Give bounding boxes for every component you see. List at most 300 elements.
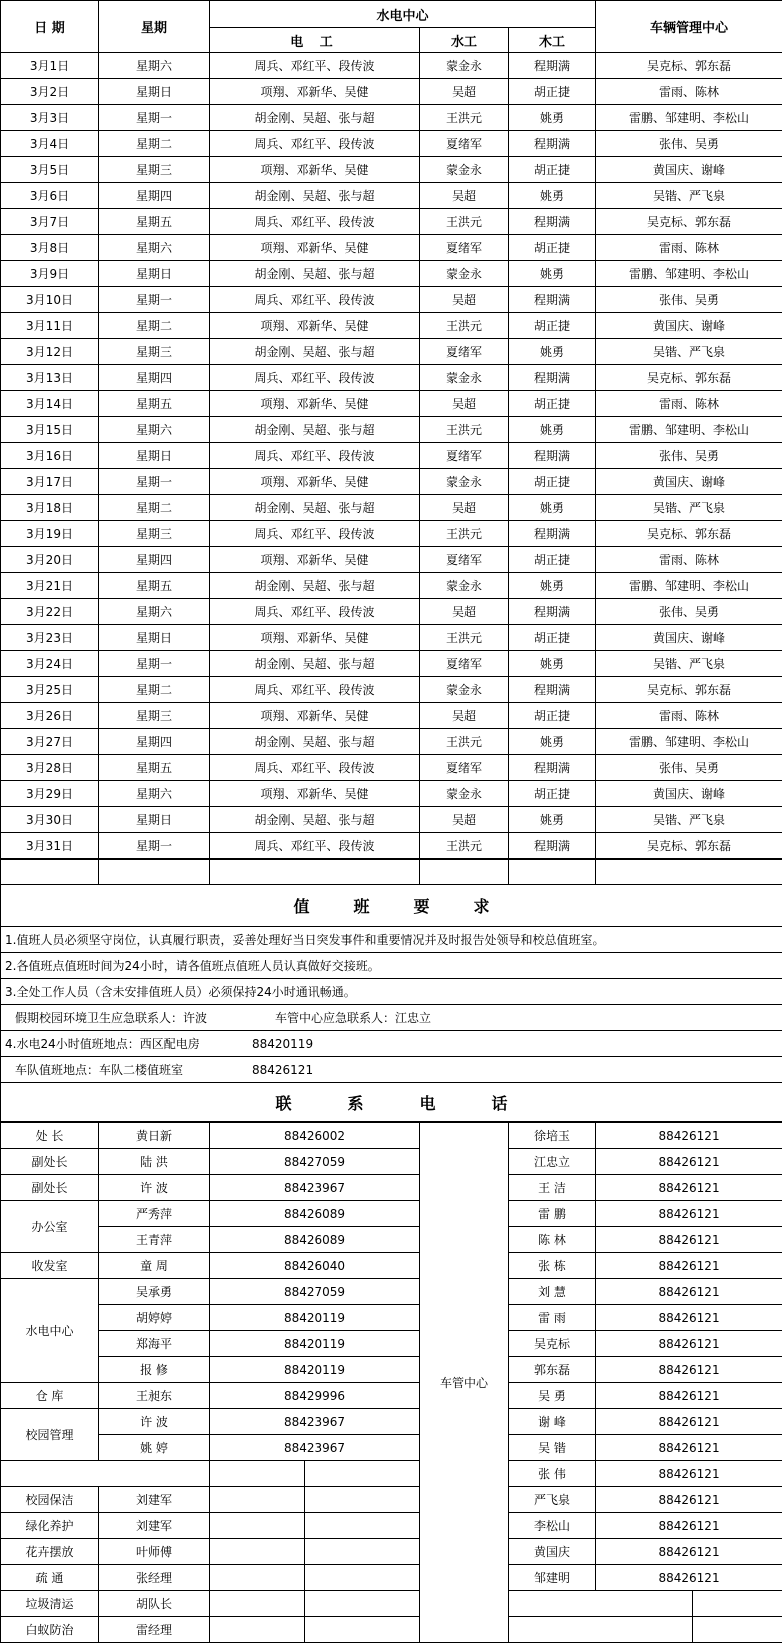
contact-name: 童 周: [99, 1253, 210, 1279]
contact-row: [1, 1409, 782, 1435]
schedule-cell-plumber: 王洪元: [420, 313, 509, 339]
schedule-cell-plumber: 蒙金永: [420, 261, 509, 287]
schedule-cell-plumber: 蒙金永: [420, 677, 509, 703]
contact-row: [1, 1357, 782, 1383]
contact-dept: 副处长: [1, 1175, 99, 1201]
header-date: 日 期: [1, 1, 99, 53]
vehicle-staff-name: 刘 慧: [509, 1279, 596, 1305]
schedule-cell-weekday: 星期四: [99, 547, 210, 573]
contact-name: 报 修: [99, 1357, 210, 1383]
schedule-cell-vehicle-staff: 吴克标、郭东磊: [596, 209, 782, 235]
schedule-cell-plumber: 王洪元: [420, 521, 509, 547]
contact-name: 王昶东: [99, 1383, 210, 1409]
schedule-row: [1, 287, 782, 313]
empty-cell: [210, 1487, 305, 1513]
schedule-cell-plumber: 王洪元: [420, 105, 509, 131]
contact-row: [1, 1461, 782, 1487]
schedule-cell-vehicle-staff: 黄国庆、谢峰: [596, 469, 782, 495]
schedule-cell-plumber: 王洪元: [420, 209, 509, 235]
schedule-cell-carpenter: 程期满: [509, 209, 596, 235]
schedule-cell-weekday: 星期一: [99, 651, 210, 677]
contact-name: 胡婷婷: [99, 1305, 210, 1331]
schedule-row: [1, 755, 782, 781]
vehicle-staff-phone: 88426121: [596, 1123, 782, 1149]
requirements-title: 值 班 要 求: [1, 885, 782, 927]
schedule-row: [1, 261, 782, 287]
schedule-cell-weekday: 星期日: [99, 261, 210, 287]
contact-phone: 88427059: [210, 1149, 420, 1175]
header-plumber: 水工: [420, 28, 509, 53]
schedule-cell-electricians: 项翔、邓新华、吴健: [210, 703, 420, 729]
schedule-cell-vehicle-staff: 吴克标、郭东磊: [596, 53, 782, 79]
schedule-row: [1, 573, 782, 599]
schedule-cell-date: 3月12日: [1, 339, 99, 365]
empty-cell: [210, 1565, 305, 1591]
contact-row: [1, 1383, 782, 1409]
blank-cell: [420, 860, 509, 885]
schedule-cell-weekday: 星期六: [99, 235, 210, 261]
schedule-cell-electricians: 胡金刚、吴超、张与超: [210, 729, 420, 755]
schedule-cell-carpenter: 姚勇: [509, 183, 596, 209]
schedule-row: [1, 469, 782, 495]
empty-cell: [210, 1591, 305, 1617]
contact-phone: 88426089: [210, 1227, 420, 1253]
schedule-cell-plumber: 夏绪军: [420, 339, 509, 365]
emergency-env-contact: 假期校园环境卫生应急联系人：许波: [5, 1009, 275, 1026]
contact-dept: 白蚁防治: [1, 1617, 99, 1643]
schedule-cell-carpenter: 姚勇: [509, 651, 596, 677]
schedule-cell-electricians: 周兵、邓红平、段传波: [210, 755, 420, 781]
vehicle-staff-phone: 88426121: [596, 1149, 782, 1175]
schedule-cell-plumber: 夏绪军: [420, 755, 509, 781]
contact-dept: 水电中心: [1, 1279, 99, 1383]
schedule-cell-date: 3月26日: [1, 703, 99, 729]
vehicle-staff-name: 张 伟: [509, 1461, 596, 1487]
schedule-cell-electricians: 胡金刚、吴超、张与超: [210, 417, 420, 443]
schedule-cell-vehicle-staff: 张伟、吴勇: [596, 443, 782, 469]
contact-dept: 副处长: [1, 1149, 99, 1175]
empty-cell: [305, 1539, 420, 1565]
contact-row: [1, 1331, 782, 1357]
schedule-cell-weekday: 星期二: [99, 313, 210, 339]
contact-row: [1, 1513, 782, 1539]
contact-dept: 校园管理: [1, 1409, 99, 1461]
blank-cell: [509, 860, 596, 885]
header-carpenter: 木工: [509, 28, 596, 53]
contact-phone: 88423967: [210, 1409, 420, 1435]
contact-name: 雷经理: [99, 1617, 210, 1643]
contacts-table: [0, 1122, 782, 1643]
schedule-cell-plumber: 蒙金永: [420, 365, 509, 391]
schedule-cell-electricians: 周兵、邓红平、段传波: [210, 677, 420, 703]
contact-name: 郑海平: [99, 1331, 210, 1357]
blank-cell: [1, 860, 99, 885]
schedule-cell-vehicle-staff: 黄国庆、谢峰: [596, 313, 782, 339]
schedule-cell-carpenter: 程期满: [509, 521, 596, 547]
schedule-cell-date: 3月30日: [1, 807, 99, 833]
contact-row: [1, 1617, 782, 1643]
schedule-cell-date: 3月8日: [1, 235, 99, 261]
contact-row: [1, 1201, 782, 1227]
schedule-cell-plumber: 吴超: [420, 287, 509, 313]
vehicle-staff-name: 江忠立: [509, 1149, 596, 1175]
contact-phone: 88423967: [210, 1175, 420, 1201]
schedule-cell-vehicle-staff: 雷鹏、邹建明、李松山: [596, 105, 782, 131]
schedule-cell-electricians: 周兵、邓红平、段传波: [210, 443, 420, 469]
empty-cell: [693, 1617, 782, 1643]
schedule-cell-date: 3月14日: [1, 391, 99, 417]
vehicle-staff-phone: 88426121: [596, 1175, 782, 1201]
schedule-cell-electricians: 项翔、邓新华、吴健: [210, 79, 420, 105]
vehicle-staff-name: 吴 锴: [509, 1435, 596, 1461]
schedule-cell-plumber: 夏绪军: [420, 651, 509, 677]
contact-phone: 88420119: [210, 1357, 420, 1383]
schedule-cell-weekday: 星期二: [99, 495, 210, 521]
schedule-cell-plumber: 夏绪军: [420, 443, 509, 469]
empty-cell: [305, 1461, 420, 1487]
schedule-cell-weekday: 星期五: [99, 391, 210, 417]
schedule-cell-vehicle-staff: 黄国庆、谢峰: [596, 157, 782, 183]
schedule-cell-electricians: 项翔、邓新华、吴健: [210, 547, 420, 573]
schedule-cell-carpenter: 程期满: [509, 755, 596, 781]
schedule-row: [1, 833, 782, 859]
schedule-cell-date: 3月31日: [1, 833, 99, 859]
requirement-item: 1.值班人员必须坚守岗位，认真履行职责，妥善处理好当日突发事件和重要情况并及时报告处领导和校总值班室。: [1, 927, 782, 953]
schedule-cell-date: 3月3日: [1, 105, 99, 131]
contact-row: [1, 1175, 782, 1201]
schedule-cell-weekday: 星期四: [99, 729, 210, 755]
vehicle-staff-name: 严飞泉: [509, 1487, 596, 1513]
schedule-cell-date: 3月6日: [1, 183, 99, 209]
vehicle-staff-phone: 88426121: [596, 1279, 782, 1305]
schedule-row: [1, 677, 782, 703]
schedule-cell-date: 3月21日: [1, 573, 99, 599]
schedule-cell-date: 3月29日: [1, 781, 99, 807]
schedule-row: [1, 157, 782, 183]
schedule-cell-plumber: 吴超: [420, 183, 509, 209]
schedule-cell-vehicle-staff: 张伟、吴勇: [596, 131, 782, 157]
schedule-cell-carpenter: 程期满: [509, 599, 596, 625]
contact-phone: 88423967: [210, 1435, 420, 1461]
vehicle-staff-name: 谢 峰: [509, 1409, 596, 1435]
schedule-cell-electricians: 周兵、邓红平、段传波: [210, 209, 420, 235]
contact-row: [1, 1305, 782, 1331]
schedule-cell-vehicle-staff: 雷雨、陈林: [596, 547, 782, 573]
schedule-cell-vehicle-staff: 张伟、吴勇: [596, 287, 782, 313]
schedule-cell-electricians: 胡金刚、吴超、张与超: [210, 495, 420, 521]
schedule-cell-carpenter: 程期满: [509, 677, 596, 703]
schedule-cell-weekday: 星期六: [99, 599, 210, 625]
vehicle-staff-phone: 88426121: [596, 1565, 782, 1591]
schedule-cell-carpenter: 姚勇: [509, 729, 596, 755]
schedule-row: [1, 131, 782, 157]
schedule-cell-carpenter: 姚勇: [509, 807, 596, 833]
vehicle-staff-phone: 88426121: [596, 1357, 782, 1383]
vehicle-staff-name: 郭东磊: [509, 1357, 596, 1383]
schedule-cell-weekday: 星期一: [99, 105, 210, 131]
empty-cell: [210, 1461, 305, 1487]
schedule-cell-weekday: 星期一: [99, 287, 210, 313]
contact-name: 刘建军: [99, 1487, 210, 1513]
schedule-cell-vehicle-staff: 吴克标、郭东磊: [596, 833, 782, 859]
contact-phone: 88426040: [210, 1253, 420, 1279]
schedule-row: [1, 625, 782, 651]
schedule-cell-date: 3月9日: [1, 261, 99, 287]
schedule-cell-weekday: 星期三: [99, 157, 210, 183]
blank-cell: [596, 860, 782, 885]
schedule-cell-weekday: 星期五: [99, 755, 210, 781]
schedule-cell-electricians: 周兵、邓红平、段传波: [210, 53, 420, 79]
schedule-cell-weekday: 星期二: [99, 131, 210, 157]
schedule-cell-vehicle-staff: 雷鹏、邹建明、李松山: [596, 417, 782, 443]
schedule-cell-vehicle-staff: 吴锴、严飞泉: [596, 807, 782, 833]
schedule-cell-vehicle-staff: 吴克标、郭东磊: [596, 677, 782, 703]
schedule-cell-date: 3月22日: [1, 599, 99, 625]
empty-cell: [210, 1617, 305, 1643]
contact-dept: 绿化养护: [1, 1513, 99, 1539]
schedule-cell-vehicle-staff: 雷雨、陈林: [596, 391, 782, 417]
schedule-cell-plumber: 吴超: [420, 79, 509, 105]
schedule-cell-date: 3月24日: [1, 651, 99, 677]
schedule-cell-carpenter: 姚勇: [509, 261, 596, 287]
vehicle-staff-name: 黄国庆: [509, 1539, 596, 1565]
vehicle-staff-phone: 88426121: [596, 1253, 782, 1279]
schedule-cell-carpenter: 姚勇: [509, 105, 596, 131]
contact-dept: 校园保洁: [1, 1487, 99, 1513]
schedule-cell-carpenter: 程期满: [509, 365, 596, 391]
contact-dept: 仓 库: [1, 1383, 99, 1409]
contact-row: [1, 1123, 782, 1149]
schedule-cell-electricians: 周兵、邓红平、段传波: [210, 833, 420, 859]
empty-cell: [210, 1539, 305, 1565]
vehicle-staff-name: 雷 鹏: [509, 1201, 596, 1227]
contact-dept: 办公室: [1, 1201, 99, 1253]
contact-name: 陆 洪: [99, 1149, 210, 1175]
schedule-cell-date: 3月27日: [1, 729, 99, 755]
schedule-cell-carpenter: 程期满: [509, 131, 596, 157]
schedule-row: [1, 391, 782, 417]
schedule-cell-plumber: 王洪元: [420, 417, 509, 443]
vehicle-staff-phone: 88426121: [596, 1409, 782, 1435]
schedule-cell-weekday: 星期三: [99, 703, 210, 729]
schedule-cell-date: 3月16日: [1, 443, 99, 469]
schedule-cell-weekday: 星期六: [99, 417, 210, 443]
schedule-row: [1, 547, 782, 573]
contact-row: [1, 1591, 782, 1617]
schedule-cell-date: 3月17日: [1, 469, 99, 495]
schedule-cell-electricians: 项翔、邓新华、吴健: [210, 781, 420, 807]
empty-cell: [693, 1591, 782, 1617]
contact-dept: 处 长: [1, 1123, 99, 1149]
empty-cell: [1, 1461, 210, 1487]
vehicle-staff-name: 吴 勇: [509, 1383, 596, 1409]
schedule-cell-weekday: 星期一: [99, 833, 210, 859]
schedule-cell-vehicle-staff: 吴锴、严飞泉: [596, 339, 782, 365]
contact-name: 王青萍: [99, 1227, 210, 1253]
schedule-row: [1, 781, 782, 807]
schedule-row: [1, 521, 782, 547]
schedule-cell-weekday: 星期日: [99, 79, 210, 105]
vehicle-staff-phone: 88426121: [596, 1513, 782, 1539]
schedule-cell-carpenter: 程期满: [509, 287, 596, 313]
schedule-row: [1, 443, 782, 469]
schedule-cell-date: 3月2日: [1, 79, 99, 105]
schedule-cell-vehicle-staff: 张伟、吴勇: [596, 599, 782, 625]
contact-phone: 88426002: [210, 1123, 420, 1149]
schedule-cell-carpenter: 姚勇: [509, 495, 596, 521]
schedule-cell-date: 3月1日: [1, 53, 99, 79]
schedule-cell-vehicle-staff: 雷雨、陈林: [596, 79, 782, 105]
schedule-row: [1, 209, 782, 235]
schedule-cell-weekday: 星期日: [99, 625, 210, 651]
schedule-cell-date: 3月11日: [1, 313, 99, 339]
schedule-cell-weekday: 星期日: [99, 443, 210, 469]
requirements-section: [0, 859, 782, 1122]
schedule-cell-plumber: 吴超: [420, 703, 509, 729]
schedule-cell-plumber: 夏绪军: [420, 235, 509, 261]
schedule-cell-vehicle-staff: 吴克标、郭东磊: [596, 521, 782, 547]
requirement-item: 2.各值班点值班时间为24小时，请各值班点值班人员认真做好交接班。: [1, 953, 782, 979]
vehicle-staff-name: 徐培玉: [509, 1123, 596, 1149]
schedule-cell-carpenter: 程期满: [509, 443, 596, 469]
contact-name: 胡队长: [99, 1591, 210, 1617]
vehicle-staff-phone: 88426121: [596, 1487, 782, 1513]
schedule-cell-vehicle-staff: 雷雨、陈林: [596, 235, 782, 261]
schedule-cell-plumber: 蒙金永: [420, 573, 509, 599]
contact-row: [1, 1253, 782, 1279]
contact-phone: 88427059: [210, 1279, 420, 1305]
schedule-cell-plumber: 王洪元: [420, 625, 509, 651]
schedule-cell-carpenter: 姚勇: [509, 339, 596, 365]
schedule-cell-vehicle-staff: 吴锴、严飞泉: [596, 651, 782, 677]
emergency-vehicle-contact: 车管中心应急联系人：江忠立: [275, 1011, 431, 1025]
schedule-cell-electricians: 周兵、邓红平、段传波: [210, 287, 420, 313]
schedule-row: [1, 651, 782, 677]
schedule-cell-plumber: 蒙金永: [420, 157, 509, 183]
empty-cell: [509, 1591, 693, 1617]
schedule-cell-vehicle-staff: 雷鹏、邹建明、李松山: [596, 261, 782, 287]
blank-cell: [210, 860, 420, 885]
schedule-cell-date: 3月19日: [1, 521, 99, 547]
schedule-cell-electricians: 胡金刚、吴超、张与超: [210, 807, 420, 833]
empty-cell: [509, 1617, 693, 1643]
empty-cell: [305, 1565, 420, 1591]
schedule-cell-plumber: 吴超: [420, 599, 509, 625]
schedule-cell-date: 3月20日: [1, 547, 99, 573]
schedule-cell-plumber: 夏绪军: [420, 547, 509, 573]
schedule-cell-vehicle-staff: 雷鹏、邹建明、李松山: [596, 573, 782, 599]
schedule-row: [1, 235, 782, 261]
schedule-cell-plumber: 夏绪军: [420, 131, 509, 157]
schedule-cell-date: 3月25日: [1, 677, 99, 703]
vehicle-staff-name: 李松山: [509, 1513, 596, 1539]
schedule-row: [1, 79, 782, 105]
contact-dept: 花卉摆放: [1, 1539, 99, 1565]
schedule-cell-weekday: 星期四: [99, 183, 210, 209]
contact-phone: 88420119: [210, 1305, 420, 1331]
schedule-cell-weekday: 星期一: [99, 469, 210, 495]
schedule-cell-electricians: 项翔、邓新华、吴健: [210, 157, 420, 183]
schedule-cell-plumber: 吴超: [420, 807, 509, 833]
emergency-contacts: [1, 1005, 782, 1031]
requirement-item: 3.全处工作人员（含未安排值班人员）必须保持24小时通讯畅通。: [1, 979, 782, 1005]
schedule-row: [1, 53, 782, 79]
schedule-row: [1, 703, 782, 729]
contact-name: 许 波: [99, 1409, 210, 1435]
contact-name: 黄日新: [99, 1123, 210, 1149]
schedule-cell-date: 3月18日: [1, 495, 99, 521]
contact-phone: 88426089: [210, 1201, 420, 1227]
vehicle-staff-phone: 88426121: [596, 1201, 782, 1227]
schedule-cell-date: 3月13日: [1, 365, 99, 391]
schedule-cell-electricians: 项翔、邓新华、吴健: [210, 625, 420, 651]
schedule-cell-weekday: 星期二: [99, 677, 210, 703]
schedule-cell-date: 3月23日: [1, 625, 99, 651]
schedule-row: [1, 365, 782, 391]
contact-row: [1, 1149, 782, 1175]
schedule-cell-electricians: 胡金刚、吴超、张与超: [210, 105, 420, 131]
header-electrician: 电 工: [210, 28, 420, 53]
empty-cell: [305, 1513, 420, 1539]
schedule-cell-vehicle-staff: 吴克标、郭东磊: [596, 365, 782, 391]
schedule-cell-plumber: 蒙金永: [420, 53, 509, 79]
schedule-cell-carpenter: 姚勇: [509, 573, 596, 599]
schedule-cell-vehicle-staff: 吴锴、严飞泉: [596, 183, 782, 209]
schedule-cell-weekday: 星期六: [99, 53, 210, 79]
schedule-row: [1, 105, 782, 131]
schedule-cell-plumber: 王洪元: [420, 833, 509, 859]
schedule-cell-carpenter: 胡正捷: [509, 625, 596, 651]
empty-cell: [305, 1591, 420, 1617]
contact-row: [1, 1435, 782, 1461]
schedule-cell-carpenter: 胡正捷: [509, 703, 596, 729]
schedule-cell-carpenter: 胡正捷: [509, 313, 596, 339]
schedule-cell-carpenter: 姚勇: [509, 417, 596, 443]
vehicle-staff-name: 吴克标: [509, 1331, 596, 1357]
schedule-cell-electricians: 胡金刚、吴超、张与超: [210, 573, 420, 599]
vehicle-staff-phone: 88426121: [596, 1539, 782, 1565]
schedule-cell-carpenter: 胡正捷: [509, 781, 596, 807]
schedule-cell-vehicle-staff: 黄国庆、谢峰: [596, 625, 782, 651]
schedule-cell-vehicle-staff: 黄国庆、谢峰: [596, 781, 782, 807]
vehicle-staff-name: 张 栋: [509, 1253, 596, 1279]
contact-dept: 垃圾清运: [1, 1591, 99, 1617]
schedule-cell-plumber: 吴超: [420, 495, 509, 521]
contact-name: 严秀萍: [99, 1201, 210, 1227]
schedule-row: [1, 729, 782, 755]
schedule-cell-weekday: 星期六: [99, 781, 210, 807]
schedule-cell-plumber: 蒙金永: [420, 781, 509, 807]
contact-phone: 88420119: [210, 1331, 420, 1357]
schedule-cell-carpenter: 程期满: [509, 833, 596, 859]
schedule-cell-carpenter: 胡正捷: [509, 79, 596, 105]
schedule-cell-electricians: 项翔、邓新华、吴健: [210, 313, 420, 339]
contact-name: 姚 婷: [99, 1435, 210, 1461]
schedule-cell-electricians: 周兵、邓红平、段传波: [210, 599, 420, 625]
vehicle-staff-name: 王 洁: [509, 1175, 596, 1201]
schedule-cell-carpenter: 胡正捷: [509, 391, 596, 417]
schedule-row: [1, 495, 782, 521]
schedule-cell-electricians: 胡金刚、吴超、张与超: [210, 183, 420, 209]
schedule-cell-carpenter: 胡正捷: [509, 469, 596, 495]
empty-cell: [305, 1487, 420, 1513]
schedule-cell-electricians: 项翔、邓新华、吴健: [210, 469, 420, 495]
vehicle-staff-name: 陈 林: [509, 1227, 596, 1253]
schedule-cell-vehicle-staff: 吴锴、严飞泉: [596, 495, 782, 521]
schedule-cell-plumber: 吴超: [420, 391, 509, 417]
header-utility-center: 水电中心: [210, 1, 596, 28]
schedule-cell-date: 3月15日: [1, 417, 99, 443]
